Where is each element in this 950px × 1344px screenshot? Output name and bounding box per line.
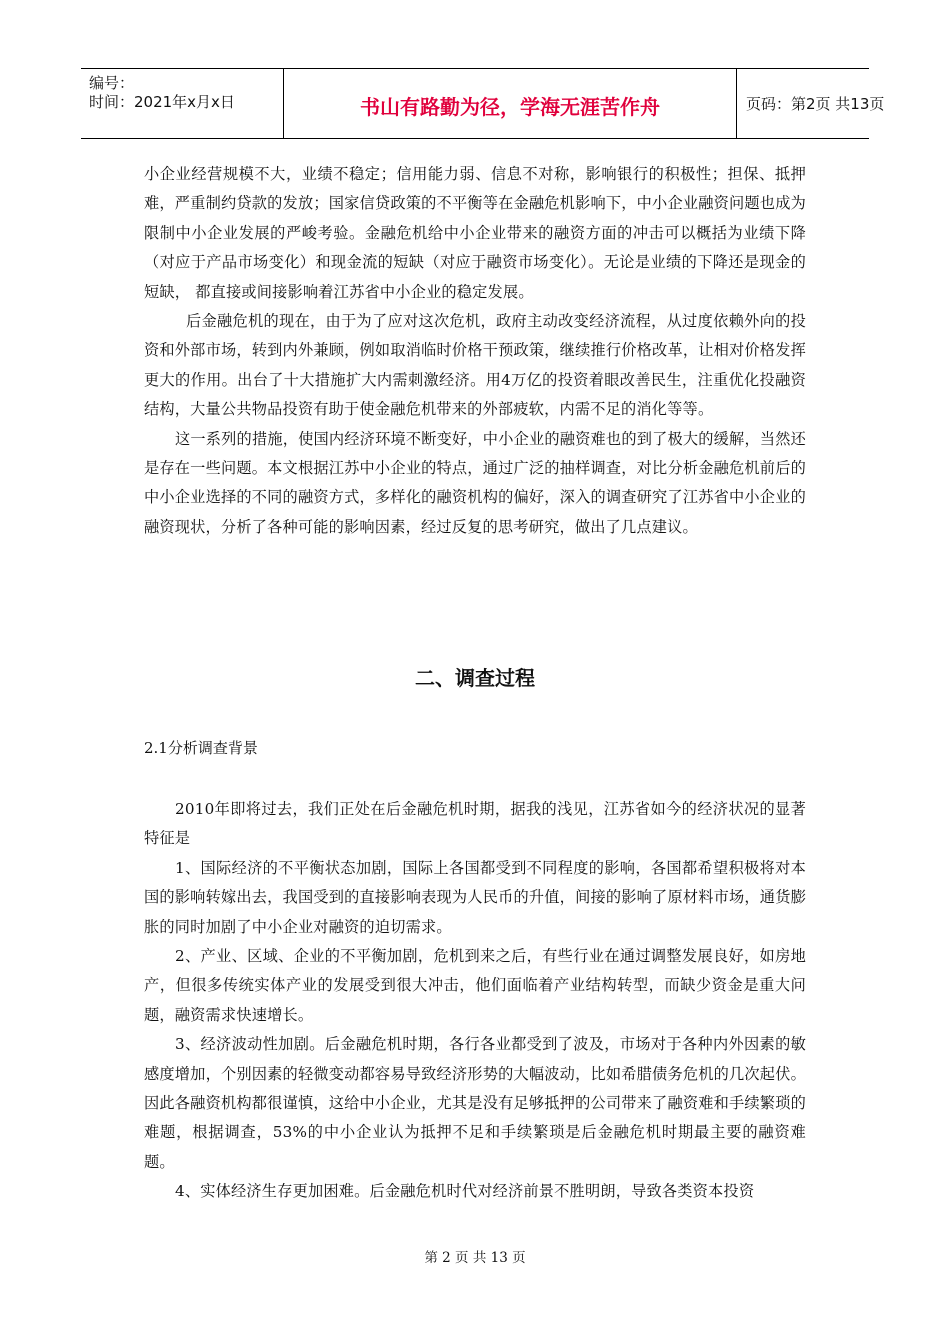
header-page-code: 页码：第2页 共13页	[746, 95, 885, 113]
body-paragraph-3: 这一系列的措施，使国内经济环境不断变好，中小企业的融资难也的到了极大的缓解，当然还是存在一些问题。本文根据江苏中小企业的特点，通过广泛的抽样调查，对比分析金融危机前后的中小企业选择的不同的融资方式，多样化的融资机构的偏好，深入的调查研究了江苏省中小企业的融资现状，分析了各种可能的影响因素，经过反复的思考研究，做出了几点建议。	[144, 429, 806, 536]
section-paragraph-5: 4、实体经济生存更加困难。后金融危机时代对经济前景不胜明朗，导致各类资本投资	[175, 1182, 755, 1201]
section-body	[144, 795, 806, 1207]
document-time-label: 时间：2021年x月x日	[89, 93, 235, 111]
document-number-label: 编号：	[89, 74, 135, 92]
section-title: 二、调查过程	[415, 666, 535, 690]
section-paragraph-3: 2、产业、区域、企业的不平衡加剧，危机到来之后，有些行业在通过调整发展良好，如房地产，但很多传统实体产业的发展受到很大冲击，他们面临着产业结构转型，而缺少资金是重大问题，融资需求快速增长。	[144, 947, 806, 1024]
body-paragraph-2: 后金融危机的现在，由于为了应对这次危机，政府主动改变经济流程，从过度依赖外向的投资和外部市场，转到内外兼顾，例如取消临时价格干预政策，继续推行价格改革，让相对价格发挥更大的作用。出台了十大措施扩大内需刺激经济。用4万亿的投资着眼改善民生，注重优化投融资结构，大量公共物品投资有助于使金融危机带来的外部疲软，内需不足的消化等等。	[144, 312, 806, 419]
header-motto: 书山有路勤为径，学海无涯苦作舟	[360, 95, 660, 119]
page-footer: 第 2 页 共 13 页	[424, 1250, 526, 1266]
body-text	[144, 160, 806, 542]
section-paragraph-1: 2010年即将过去，我们正处在后金融危机时期，据我的浅见，江苏省如今的经济状况的显著特征是	[144, 800, 806, 848]
body-paragraph-1: 小企业经营规模不大，业绩不稳定；信用能力弱、信息不对称，影响银行的积极性；担保、抵押难，严重制约贷款的发放；国家信贷政策的不平衡等在金融危机影响下，中小企业融资问题也成为限制中小企业发展的严峻考验。金融危机给中小企业带来的融资方面的冲击可以概括为业绩下降（对应于产品市场变化）和现金流的短缺（对应于融资市场变化）。无论是业绩的下降还是现金的短缺， 都直接或间接影响着江苏省中小企业的稳定发展。	[144, 165, 806, 301]
header-motto-cell	[283, 69, 737, 138]
section-paragraph-2: 1、国际经济的不平衡状态加剧，国际上各国都受到不同程度的影响，各国都希望积极将对本国的影响转嫁出去，我国受到的直接影响表现为人民币的升值，间接的影响了原材料市场，通货膨胀的同时加剧了中小企业对融资的迫切需求。	[144, 858, 806, 936]
subsection-title: 2.1分析调查背景	[144, 739, 258, 757]
page-header	[81, 68, 885, 139]
header-page-cell	[736, 69, 885, 138]
section-paragraph-4: 3、经济波动性加剧。后金融危机时期，各行各业都受到了波及，市场对于各种内外因素的敏感度增加，个别因素的轻微变动都容易导致经济形势的大幅波动，比如希腊债务危机的几次起伏。因此各融资机构都很谨慎，这给中小企业，尤其是没有足够抵押的公司带来了融资难和手续繁琐的难题，根据调查，53%的中小企业认为抵押不足和手续繁琐是后金融危机时期最主要的融资难题。	[144, 1035, 806, 1171]
header-info-cell	[81, 69, 283, 138]
